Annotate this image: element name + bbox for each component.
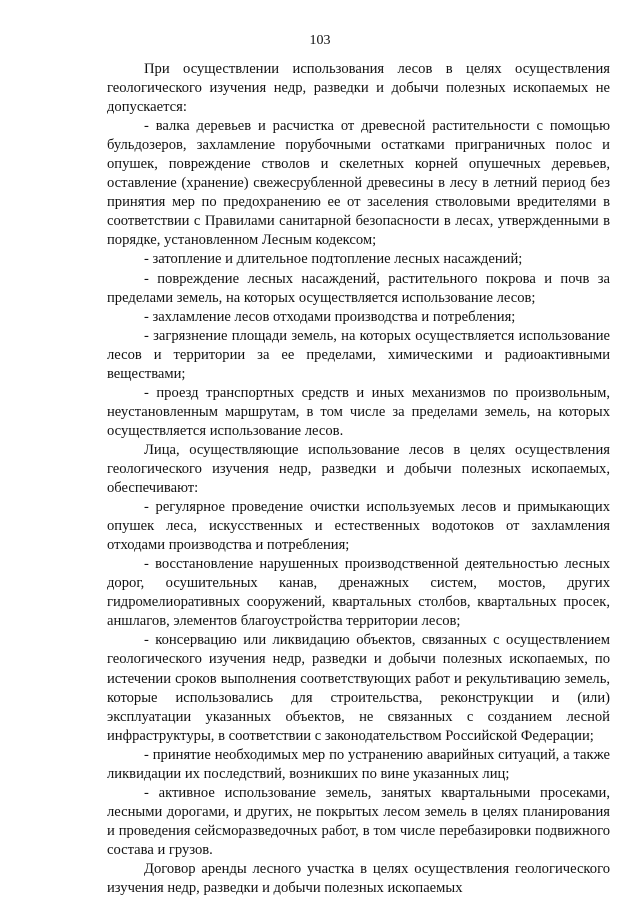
lease-agreement-paragraph: Договор аренды лесного участка в целях осуществления геологического изучения недр, разведки и добычи полезных ископаемых (107, 860, 610, 897)
prohibited-item-felling: - валка деревьев и расчистка от древесной растительности с помощью бульдозеров, захламление порубочными остатками приграничных полос и опушек, повреждение стволов и скелетных корней опушечных деревьев, оставление (хранение) свежесрубленной древесины в лесу в летний период без принятия мер по предохранению ее от заселения стволовыми вредителями в соответствии с Правилами санитарной безопасности в лесах, утвержденными в порядке, установленном Лесным кодексом; (107, 118, 610, 249)
prohibited-item-damage: - повреждение лесных насаждений, растительного покрова и почв за пределами земель, на которых осуществляется использование лесов; (107, 270, 610, 306)
document-body (107, 60, 610, 898)
obligation-item-emergency: - принятие необходимых мер по устранению аварийных ситуаций, а также ликвидации их последствий, возникших по вине указанных лиц; (107, 746, 610, 782)
prohibited-item-pollution: - загрязнение площади земель, на которых осуществляется использование лесов и территории за ее пределами, химическими и радиоактивными веществами; (107, 327, 610, 382)
prohibited-item-flooding: - затопление и длительное подтопление лесных насаждений; (144, 251, 523, 268)
obligation-item-restoration: - восстановление нарушенных производственной деятельностью лесных дорог, осушительных канав, дренажных систем, мостов, других гидромелиоративных сооружений, квартальных столбов, квартальных просек, аншлагов, элементов благоустройства территории лесов; (107, 556, 610, 630)
prohibited-item-vehicles: - проезд транспортных средств и иных механизмов по произвольным, неустановленным маршрутам, в том числе за пределами земель, на которых осуществляется использование лесов. (107, 384, 610, 439)
intro-paragraph: При осуществлении использования лесов в целях осуществления геологического изучения недр, разведки и добычи полезных ископаемых не допускается: (107, 61, 610, 116)
obligation-item-cleaning: - регулярное проведение очистки используемых лесов и примыкающих опушек леса, искусственных и естественных водотоков от захламления отходами производства и потребления; (107, 499, 610, 554)
page-number: 103 (309, 33, 331, 48)
obligation-item-land-use: - активное использование земель, занятых квартальными просеками, лесными дорогами, и других, не покрытых лесом земель в целях планирования и проведения сейсморазведочных работ, в том числе перебазировки подвижного состава и грузов. (107, 784, 610, 858)
prohibited-item-littering: - захламление лесов отходами производства и потребления; (144, 308, 516, 325)
obligation-item-conservation: - консервацию или ликвидацию объектов, связанных с осуществлением геологического изучения недр, разведки и добычи полезных ископаемых, по истечении сроков выполнения соответствующих работ и рекультивацию земель, которые использовались для строительства, реконструкции и (или) эксплуатации указанных объектов, не связанных с созданием лесной инфраструктуры, в соответствии с законодательством Российской Федерации; (107, 632, 610, 744)
obligations-paragraph: Лица, осуществляющие использование лесов в целях осуществления геологического изучения недр, разведки и добычи полезных ископаемых, обеспечивают: (107, 441, 610, 497)
